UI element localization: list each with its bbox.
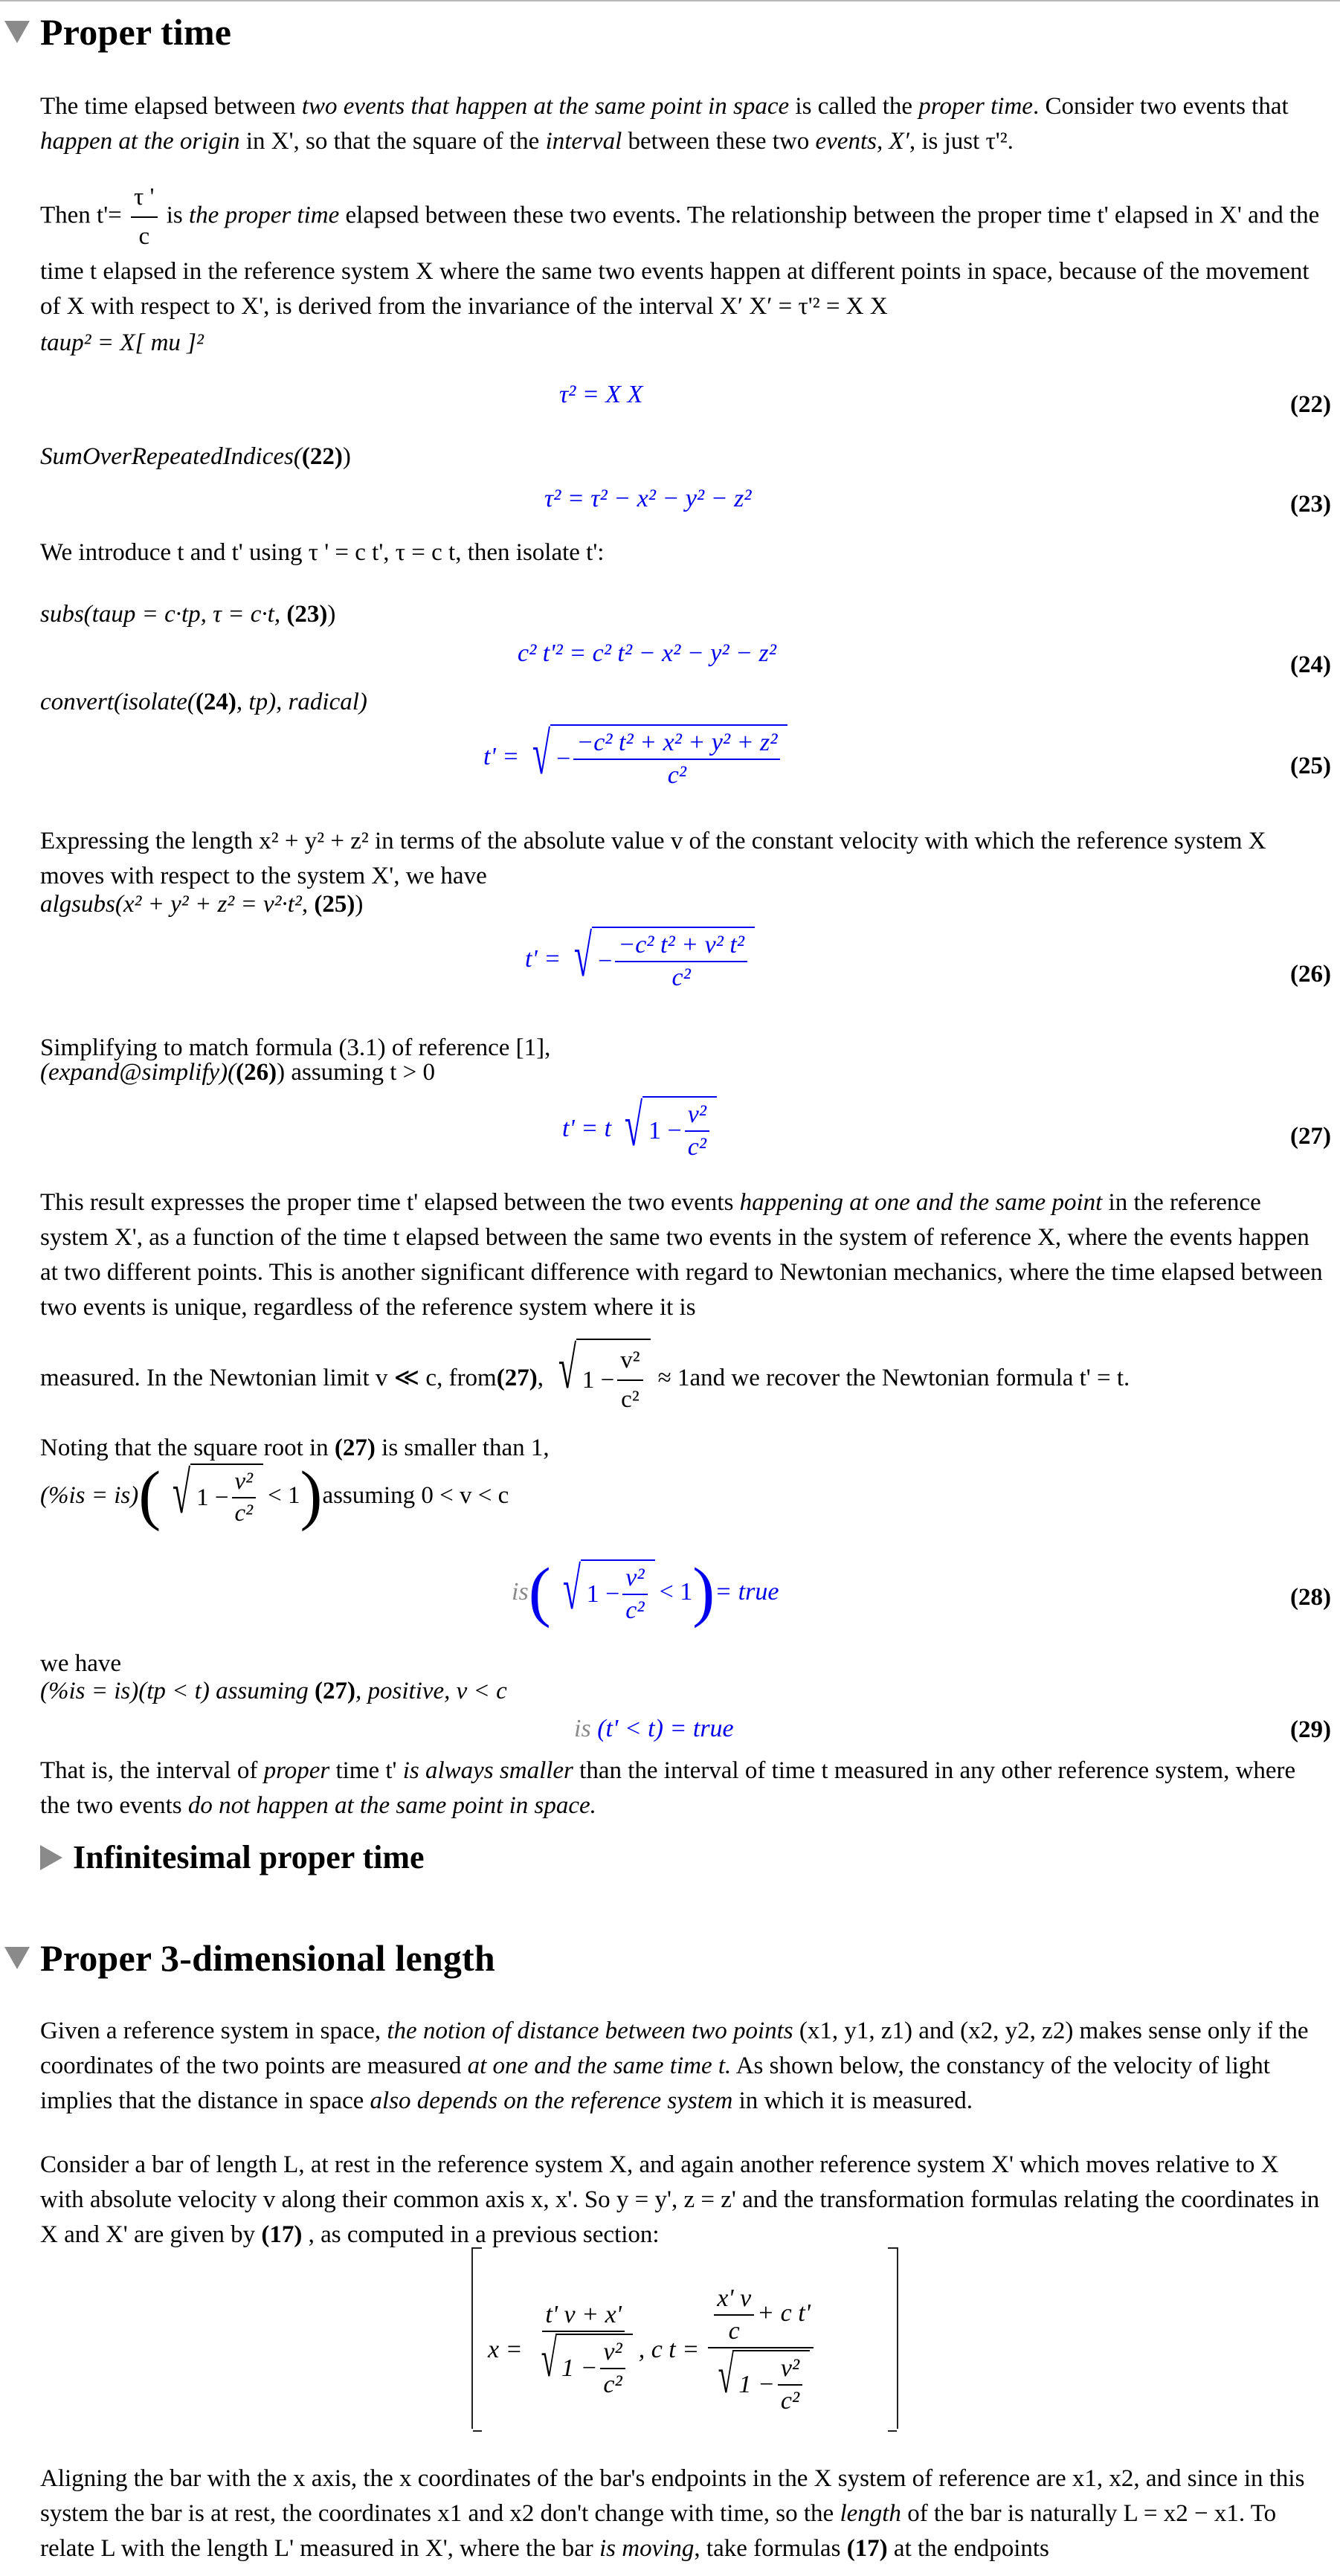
command-convert-isolate[interactable]: convert(isolate((24), tp), radical): [40, 689, 367, 715]
collapse-triangle-icon[interactable]: [4, 21, 30, 43]
paragraph-distance-notion: Given a reference system in space, the notion of distance between two points (x1, y1, z1) and (x2, y2, z2) makes sense only if the coordinates of the two points are measured at one and the same time t. As shown below, the constancy of the velocity of light implies that the distance in space also depends on the reference system in which it is measured.: [40, 2018, 1309, 2114]
paragraph-introduce-t: We introduce t and t' using τ ' = c t', τ = c t, then isolate t':: [40, 539, 605, 566]
equation-label-29: (29): [1290, 1716, 1331, 1743]
equation-28: is ( √ 1 − $\frac{\text{v²}}{\text{c²}}$ < 1 ) = true: [512, 1555, 779, 1629]
paragraph-length-velocity: Expressing the length x² + y² + z² in terms of the absolute value v of the constant velocity with which the reference system X moves with respect to the system X', we have: [40, 828, 1266, 889]
sqrt-symbol: √ − $\frac{\text{−c² t² + v² t²}}{\text{c²}}$: [567, 927, 755, 992]
equation-label-25: (25): [1290, 753, 1331, 779]
subsection-title: Infinitesimal proper time: [73, 1839, 425, 1875]
section-title: Proper 3-dimensional length: [40, 1937, 495, 1979]
equation-24: c² t'² = c² t² − x² − y² − z²: [518, 640, 776, 667]
equation-label-22: (22): [1290, 391, 1331, 418]
sqrt-symbol: √ 1 − $\frac{\text{v²}}{\text{c²}}$: [551, 1339, 651, 1417]
sqrt-symbol: √ 1 − $\frac{\text{v²}}{\text{c²}}$: [617, 1096, 717, 1162]
sqrt-symbol: √ 1 − $\frac{\text{v²}}{\text{c²}}$: [555, 1559, 655, 1625]
collapse-triangle-icon[interactable]: [4, 1947, 30, 1969]
equation-label-24: (24): [1290, 651, 1331, 678]
taup-input-line[interactable]: taup² = X[ mu ]²: [40, 329, 204, 356]
lorentz-transform-matrix: x = t' v + x' √ 1 − $\frac{\text{v²}}{\text{c²}}$ , c t = $\frac{x' v}{c}$ + c t' √ 1 − $\frac{\text{v²}}{\text{c²}}$: [471, 2247, 898, 2429]
equation-label-27: (27): [1290, 1123, 1331, 1150]
paragraph-noting-sqrt: Noting that the square root in (27) is smaller than 1,: [40, 1434, 550, 1461]
command-sum-over-indices[interactable]: SumOverRepeatedIndices((22)): [40, 443, 351, 470]
expand-triangle-icon[interactable]: [40, 1845, 62, 1870]
command-is-sqrt[interactable]: (%is = is) ( √ 1 − $\frac{\text{v²}}{\text{c²}}$ < 1 ) assuming 0 < v < c: [40, 1458, 509, 1532]
section-proper-time-header[interactable]: [4, 10, 231, 54]
section-title: Proper time: [40, 11, 232, 53]
top-divider: [0, 0, 1340, 1]
command-is-tp-lt-t[interactable]: (%is = is)(tp < t) assuming (27), positive, v < c: [40, 1678, 507, 1704]
paragraph-proper-time-intro: The time elapsed between two events that happen at the same point in space is called the proper time. Consider two events that happen at the origin in X', so that the square of the interval between these two events, X′, is just τ'².: [40, 93, 1289, 155]
equation-26: t' = √ − $\frac{\text{−c² t² + v² t²}}{\text{c²}}$: [525, 927, 755, 992]
tau-over-c-fraction: $\frac{\tau '}{c}$: [131, 180, 157, 254]
paragraph-we-have: we have: [40, 1650, 122, 1677]
command-algsubs[interactable]: algsubs(x² + y² + z² = v²·t², (25)): [40, 891, 364, 918]
equation-25: t' = √ − $\frac{\text{−c² t² + x² + y² + z²}}{\text{c²}}$: [483, 724, 787, 790]
paragraph-proper-time-def: Then t'= $\frac{\tau '}{c}$ is the proper time elapsed between these two events. The relationship between the proper time t' elapsed in X' and the time t elapsed in the reference system X where the same two events happen at different points in space, because of the movement of X with respect to X', is derived from the invariance of the interval X′ X′ = τ'² = X X: [40, 180, 1327, 324]
equation-22: τ² = X X: [559, 381, 643, 408]
equation-29: is (t' < t) = true: [574, 1715, 734, 1742]
paragraph-proper-time-result: This result expresses the proper time t' elapsed between the two events happening at one and the same point in the reference system X', as a function of the time t elapsed between the same two events in the system of reference X, where the events happen at two different points. This is another significant difference with regard to Newtonian mechanics, where the time elapsed between two events is unique, regardless of the reference system where it is: [40, 1189, 1323, 1321]
equation-label-28: (28): [1290, 1584, 1331, 1611]
paragraph-bar-length: Consider a bar of length L, at rest in the reference system X, and again another reference system X' which moves relative to X with absolute velocity v along their common axis x, x'. So y = y', z = z' and the transformation formulas relating the coordinates in X and X' are given by (17) , as computed in a previous section:: [40, 2151, 1320, 2248]
equation-label-23: (23): [1290, 491, 1331, 518]
command-subs[interactable]: subs(taup = c·tp, τ = c·t, (23)): [40, 601, 336, 628]
equation-label-26: (26): [1290, 961, 1331, 988]
equation-27: t' = t √ 1 − $\frac{\text{v²}}{\text{c²}}$: [562, 1096, 717, 1162]
equation-23: τ² = τ² − x² − y² − z²: [544, 485, 752, 512]
section-proper-length-header[interactable]: [4, 1936, 495, 1980]
sqrt-symbol: √ − $\frac{\text{−c² t² + x² + y² + z²}}{\text{c²}}$: [525, 724, 787, 790]
paragraph-proper-time-smaller: That is, the interval of proper time t' is always smaller than the interval of time t measured in any other reference system, where the two events do not happen at the same point in space.: [40, 1757, 1296, 1819]
sqrt-symbol: √ 1 − $\frac{\text{v²}}{\text{c²}}$: [165, 1464, 263, 1527]
paragraph-simplifying: Simplifying to match formula (3.1) of reference [1],: [40, 1034, 551, 1061]
paragraph-aligning-bar: Aligning the bar with the x axis, the x coordinates of the bar's endpoints in the X system of reference are x1, x2, and since in this system the bar is at rest, the coordinates x1 and x2 don't change with time, so the length of the bar is naturally L = x2 − x1. To relate L with the length L' measured in X', where the bar is moving, take formulas (17) at the endpoints: [40, 2465, 1305, 2562]
command-expand-simplify[interactable]: (expand@simplify)((26)) assuming t > 0: [40, 1059, 436, 1086]
paragraph-newtonian-limit: measured. In the Newtonian limit v ≪ c, from (27) , √ 1 − $\frac{\text{v²}}{\text{c²}}$ ≈ 1and we recover the Newtonian formula t' = t.: [40, 1339, 1130, 1417]
subsection-infinitesimal-header[interactable]: [40, 1838, 425, 1876]
